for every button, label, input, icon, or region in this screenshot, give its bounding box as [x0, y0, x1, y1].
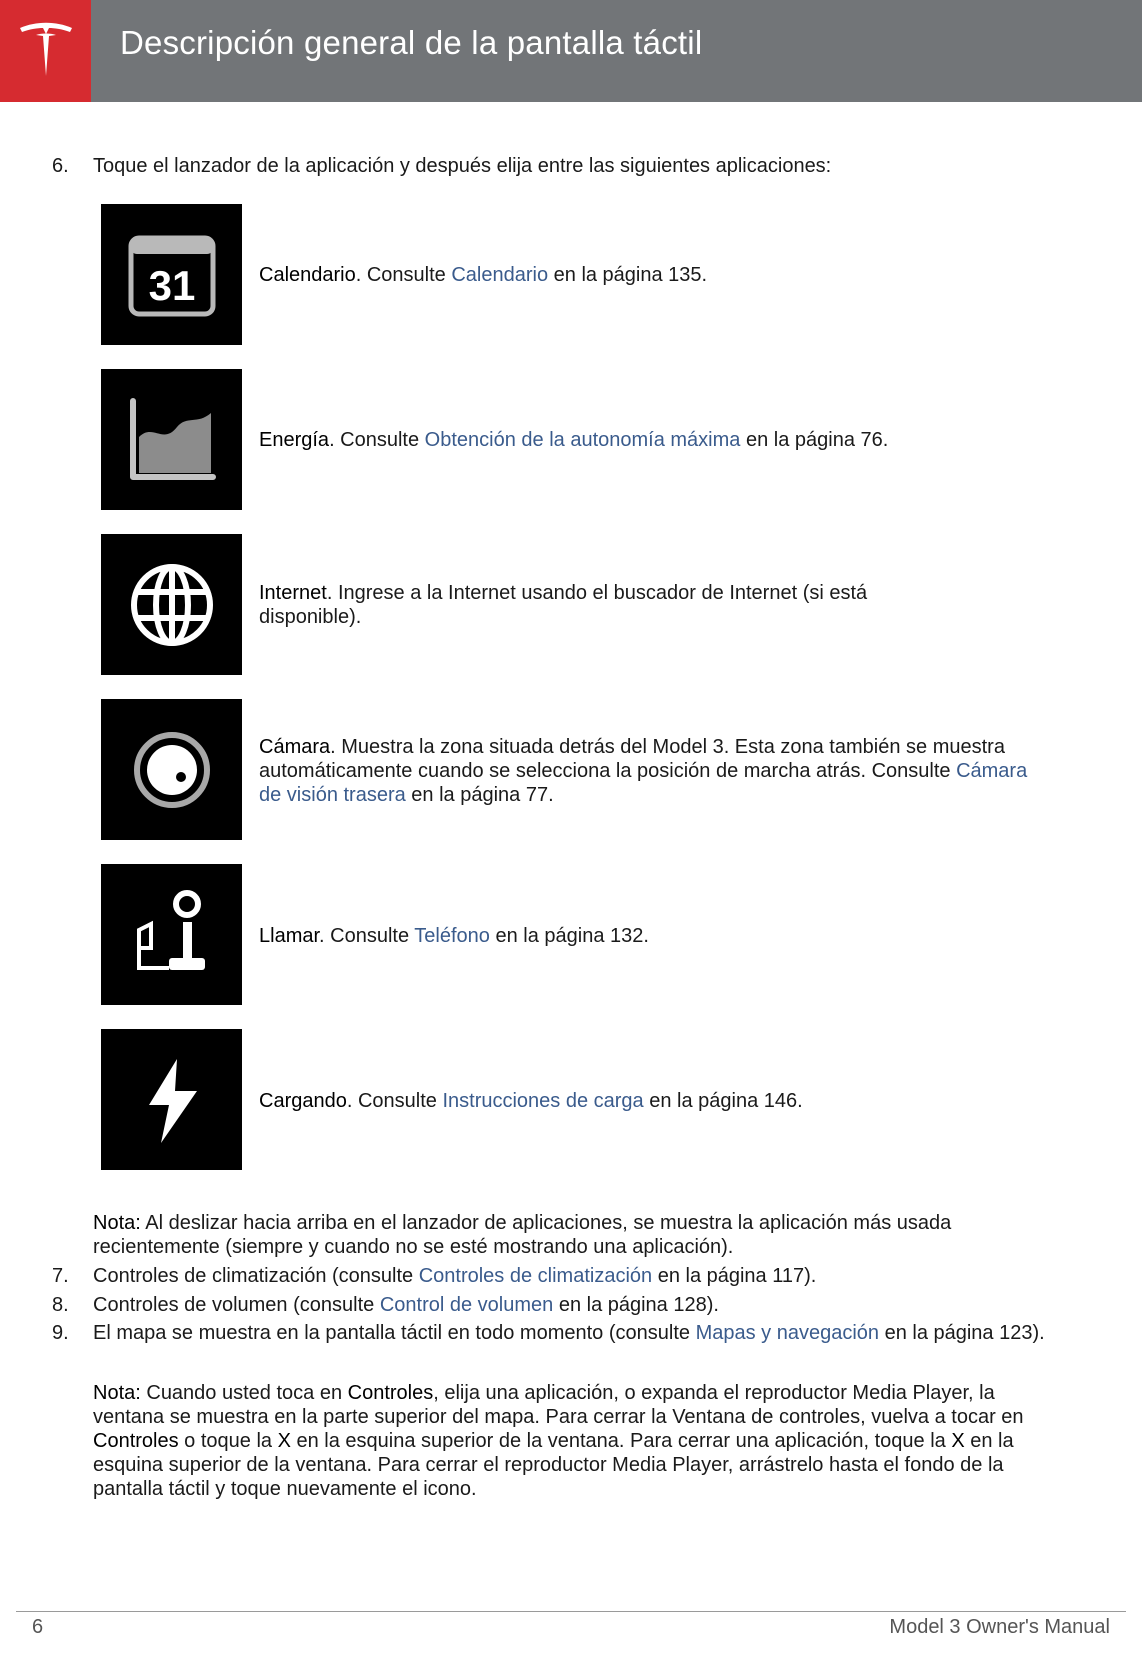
note-label: Nota: — [93, 1382, 141, 1404]
step-7-number: 7. — [52, 1265, 69, 1287]
app-description-charging — [259, 1089, 1039, 1113]
step-text: en la página 123). — [879, 1322, 1045, 1344]
app-description-phone — [259, 924, 1039, 948]
note-text: o toque la — [178, 1430, 278, 1452]
step-text: El mapa se muestra en la pantalla táctil en todo momento (consulte — [93, 1322, 696, 1344]
note-bold: Controles — [347, 1382, 434, 1404]
app-text: . Ingrese a la Internet usando el buscador de Internet (si está disponible). — [259, 582, 868, 628]
app-name: Energía — [259, 429, 330, 451]
camera-icon — [127, 725, 217, 815]
app-description-internet — [259, 581, 959, 629]
page-number: 6 — [32, 1616, 44, 1638]
step-text: Controles de climatización (consulte — [93, 1265, 419, 1287]
calendar-icon — [127, 230, 217, 320]
page-header — [0, 0, 1142, 102]
energy-chart-icon — [127, 395, 217, 485]
calendar-app-tile — [101, 204, 242, 345]
footer-divider — [16, 1611, 1126, 1612]
step-6-number: 6. — [52, 155, 69, 177]
step-7-text — [93, 1264, 1053, 1288]
step-9-text — [93, 1321, 1053, 1345]
energy-app-tile — [101, 369, 242, 510]
phone-link[interactable]: Teléfono — [414, 925, 490, 947]
phone-icon — [127, 890, 217, 980]
step-8-text — [93, 1293, 1053, 1317]
app-text: . Consulte — [329, 429, 425, 451]
range-link[interactable]: Obtención de la autonomía máxima — [424, 429, 741, 451]
rear-camera-link[interactable]: Cámara de visión trasera — [259, 760, 1028, 806]
volume-control-link[interactable]: Control de volumen — [379, 1294, 554, 1316]
step-text: en la página 117). — [652, 1265, 817, 1287]
app-text: en la página 135. — [548, 264, 708, 286]
step-text: Controles de volumen (consulte — [93, 1294, 380, 1316]
internet-app-tile — [101, 534, 242, 675]
app-text: en la página 132. — [489, 925, 649, 947]
app-description-energy — [259, 428, 1039, 452]
calendar-icon-day: 31 — [148, 261, 195, 309]
step-9-number: 9. — [52, 1322, 69, 1344]
app-name: Calendario — [259, 264, 356, 286]
app-text: en la página 146. — [643, 1090, 803, 1112]
app-name: Cargando — [259, 1090, 347, 1112]
app-text: . Consulte — [346, 1090, 443, 1112]
app-text: en la página 76. — [740, 429, 889, 451]
charging-instructions-link[interactable]: Instrucciones de carga — [442, 1090, 644, 1112]
app-text: . Consulte — [355, 264, 452, 286]
step-8-number: 8. — [52, 1294, 69, 1316]
climate-controls-link[interactable]: Controles de climatización — [418, 1265, 653, 1287]
maps-navigation-link[interactable]: Mapas y navegación — [695, 1322, 880, 1344]
step-text: en la página 128). — [553, 1294, 719, 1316]
note-text: Al deslizar hacia arriba en el lanzador de aplicaciones, se muestra la aplicación más usada recientemente (siempre y cuando no se esté mostrando una aplicación). — [93, 1212, 952, 1258]
app-text: . Consulte — [319, 925, 415, 947]
note-launcher — [93, 1211, 1053, 1259]
app-text: . Muestra la zona situada detrás del Model 3. Esta zona también se muestra automáticamente cuando se selecciona la posición de marcha atrás. Consulte — [259, 736, 1005, 782]
note-controls — [93, 1381, 1053, 1501]
note-text: Cuando usted toca en — [140, 1382, 348, 1404]
charging-app-tile — [101, 1029, 242, 1170]
phone-app-tile — [101, 864, 242, 1005]
note-bold: Controles — [93, 1430, 179, 1452]
note-text: en la esquina superior de la ventana. Para cerrar una aplicación, toque la — [290, 1430, 952, 1452]
tesla-logo — [0, 0, 91, 102]
globe-icon — [127, 560, 217, 650]
note-bold: X — [277, 1430, 291, 1452]
app-description-calendar — [259, 263, 1039, 287]
note-label: Nota: — [93, 1212, 141, 1234]
app-name: Llamar — [259, 925, 320, 947]
note-text: en la esquina superior de la ventana. Para cerrar el reproductor Media Player, arrástrelo hasta el fondo de la pantalla táctil y toque nuevamente el icono. — [93, 1430, 1014, 1500]
note-bold: X — [951, 1430, 965, 1452]
calendar-link[interactable]: Calendario — [451, 264, 549, 286]
lightning-icon — [127, 1055, 217, 1145]
step-6-text: Toque el lanzador de la aplicación y después elija entre las siguientes aplicaciones: — [93, 155, 832, 177]
tesla-logo-icon — [18, 22, 74, 80]
app-text: en la página 77. — [405, 784, 554, 806]
camera-app-tile — [101, 699, 242, 840]
note-text: , elija una aplicación, o expanda el reproductor Media Player, la ventana se muestra en la parte superior del mapa. Para cerrar la Ventana de controles, vuelva a tocar en — [93, 1382, 1024, 1428]
app-name: Internet — [259, 582, 327, 604]
app-name: Cámara — [259, 736, 331, 758]
manual-title: Model 3 Owner's Manual — [889, 1616, 1110, 1638]
page-title: Descripción general de la pantalla táctil — [120, 24, 703, 61]
app-description-camera — [259, 735, 1034, 807]
